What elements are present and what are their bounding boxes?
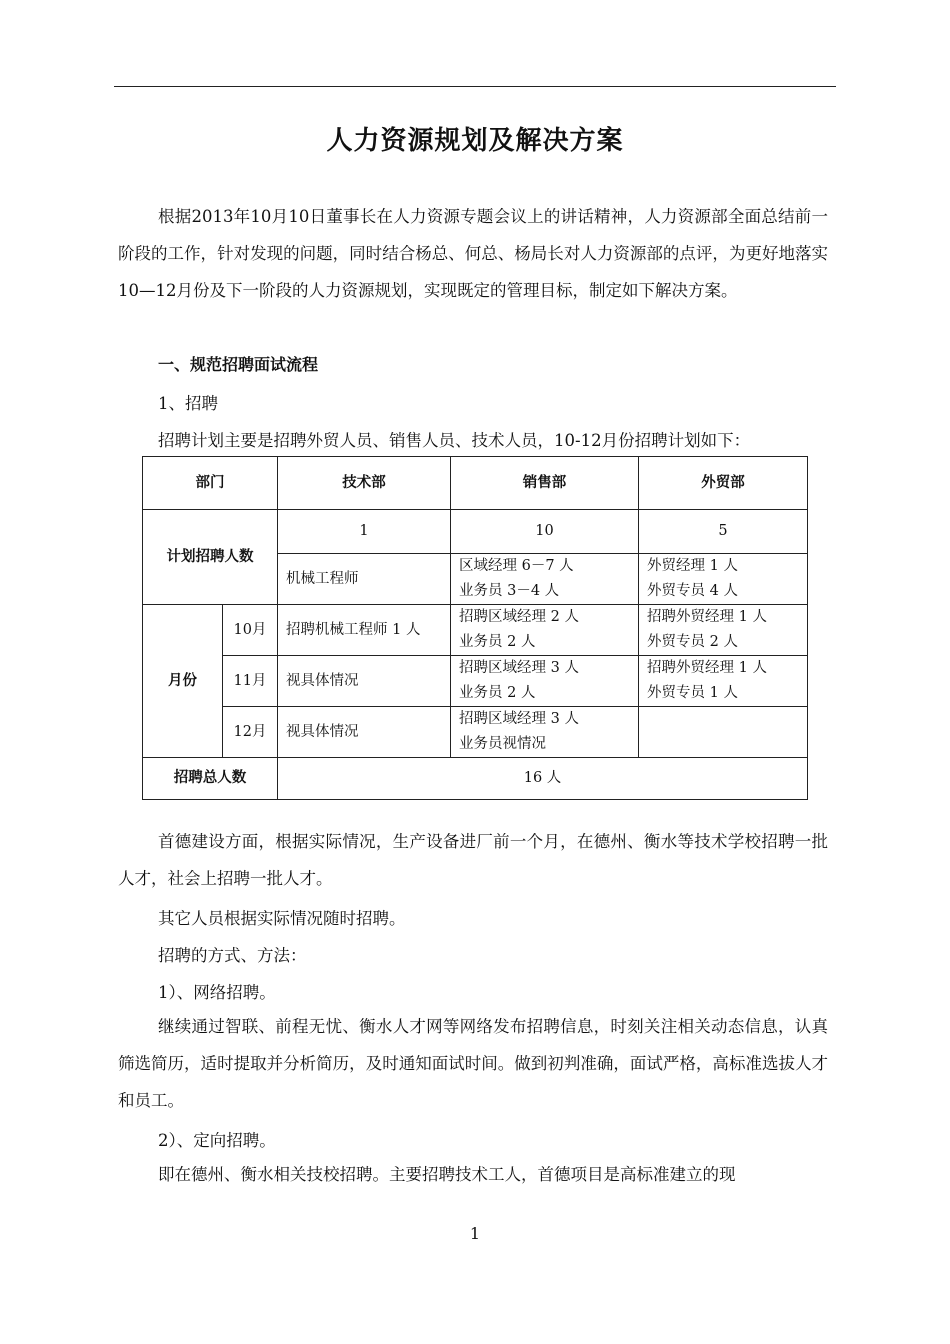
table-header-row [143,457,808,510]
planned-role-sales: 区域经理 6－7 人 业务员 3－4 人 [451,554,639,605]
section-heading: 一、规范招聘面试流程 [158,355,319,374]
month-sales: 招聘区域经理 3 人 业务员视情况 [451,707,639,758]
month-sales: 招聘区域经理 2 人 业务员 2 人 [451,605,639,656]
month-tech: 视具体情况 [278,707,451,758]
month-tech: 招聘机械工程师 1 人 [278,605,451,656]
method2-title: 2）、定向招聘。 [158,1131,276,1150]
planned-count-tech: 1 [278,510,451,554]
page-number: 1 [469,1224,481,1243]
header-department: 部门 [143,457,278,510]
recruitment-plan-table [142,456,808,800]
method2-paragraph: 即在德州、衡水相关技校招聘。主要招聘技术工人，首德项目是高标准建立的现 [158,1165,736,1184]
month-label: 月份 [143,605,223,758]
table-row [143,656,808,707]
month-tech: 视具体情况 [278,656,451,707]
table-row [143,707,808,758]
planned-role-tech: 机械工程师 [278,554,451,605]
total-value: 16 人 [278,758,808,800]
planned-count-sales: 10 [451,510,639,554]
plan-intro: 招聘计划主要是招聘外贸人员、销售人员、技术人员，10-12月份招聘计划如下： [158,431,751,450]
table-row [143,605,808,656]
header-rule [114,86,836,87]
intro-paragraph: 根据2013年10月10日董事长在人力资源专题会议上的讲话精神，人力资源部全面总结前一阶段的工作，针对发现的问题，同时结合杨总、何总、杨局长对人力资源部的点评，为更好地落实10—12月份及下一阶段的人力资源规划，实现既定的管理目标，制定如下解决方案。 [118,207,828,300]
planned-count-trade: 5 [639,510,808,554]
method1-paragraph: 继续通过智联、前程无忧、衡水人才网等网络发布招聘信息，时刻关注相关动态信息，认真筛选简历，适时提取并分析简历，及时通知面试时间。做到初判准确，面试严格，高标准选拔人才和员工。 [118,1017,828,1110]
header-trade: 外贸部 [639,457,808,510]
table-total-row [143,758,808,800]
month-trade: 招聘外贸经理 1 人 外贸专员 1 人 [639,656,808,707]
month-trade [639,707,808,758]
month-trade: 招聘外贸经理 1 人 外贸专员 2 人 [639,605,808,656]
methods-line: 招聘的方式、方法： [158,946,307,965]
shoude-paragraph: 首德建设方面，根据实际情况，生产设备进厂前一个月，在德州、衡水等技术学校招聘一批人才，社会上招聘一批人才。 [118,832,828,888]
document-title: 人力资源规划及解决方案 [326,126,624,156]
header-sales: 销售部 [451,457,639,510]
total-label: 招聘总人数 [143,758,278,800]
header-tech: 技术部 [278,457,451,510]
month-cell: 12月 [223,707,278,758]
planned-role-trade: 外贸经理 1 人 外贸专员 4 人 [639,554,808,605]
month-cell: 10月 [223,605,278,656]
table-row [143,510,808,554]
month-sales: 招聘区域经理 3 人 业务员 2 人 [451,656,639,707]
others-line: 其它人员根据实际情况随时招聘。 [158,909,406,928]
method1-title: 1）、网络招聘。 [158,983,276,1002]
month-cell: 11月 [223,656,278,707]
planned-label: 计划招聘人数 [143,510,278,605]
subsection-heading: 1、招聘 [158,394,218,413]
